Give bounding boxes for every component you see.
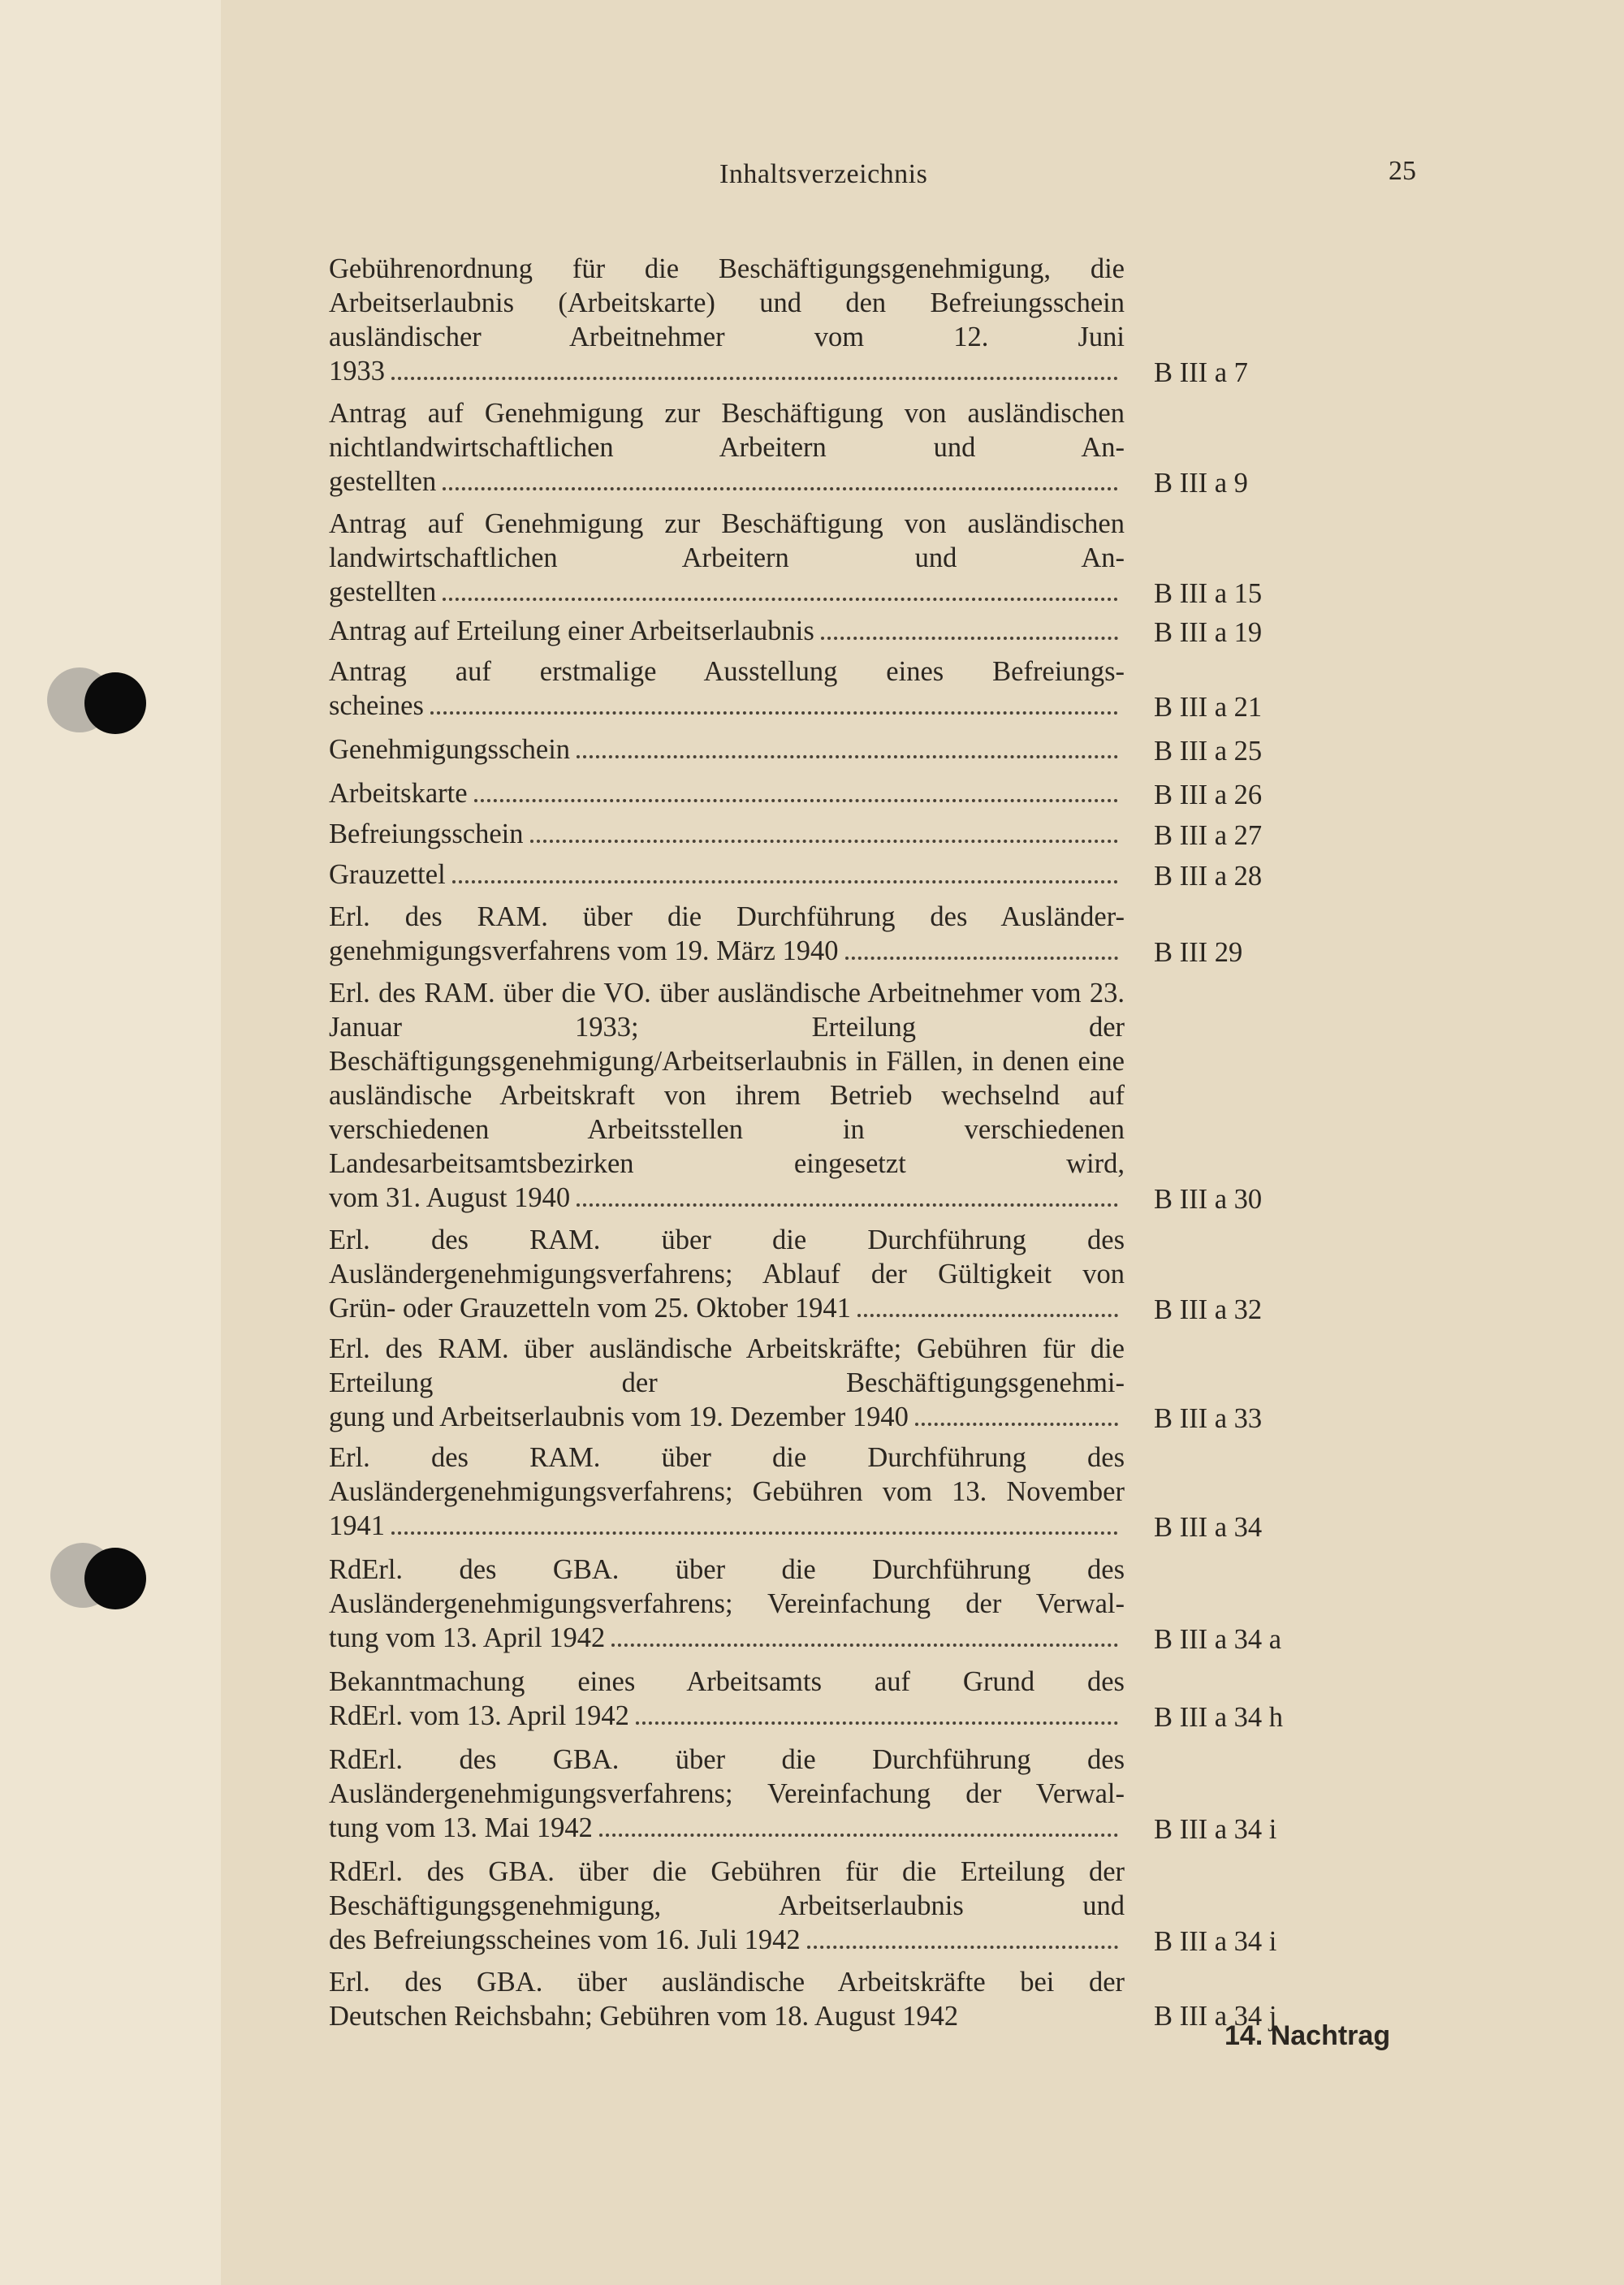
toc-entry xyxy=(329,776,1360,812)
toc-entry-last-line: RdErl. vom 13. April 1942 xyxy=(329,1700,629,1731)
toc-entry-reference: B III a 34 a xyxy=(1154,1624,1282,1655)
dot-leader xyxy=(821,637,1118,640)
toc-entry-reference: B III a 30 xyxy=(1154,1184,1263,1215)
table-of-contents xyxy=(329,247,1360,2033)
toc-entry-reference: B III a 34 j xyxy=(1154,2001,1277,2032)
toc-entry-title xyxy=(329,396,1125,500)
toc-entry xyxy=(329,817,1360,853)
toc-entry xyxy=(329,1665,1360,1734)
toc-entry-reference: B III a 27 xyxy=(1154,820,1263,851)
toc-entry-last-line: Grün- oder Grauzetteln vom 25. Oktober 1941 xyxy=(329,1293,851,1324)
toc-entry xyxy=(329,1223,1360,1327)
dot-leader xyxy=(474,799,1118,802)
toc-entry-text: Antrag auf Genehmigung zur Beschäftigung von ausländischen nichtlandwirtschaftlichen Arbeitern und An- xyxy=(329,398,1125,463)
toc-entry-last-line: gung und Arbeitserlaubnis vom 19. Dezember 1940 xyxy=(329,1402,909,1432)
toc-entry xyxy=(329,507,1360,611)
toc-entry-reference: B III a 32 xyxy=(1154,1294,1263,1325)
page-number: 25 xyxy=(1389,156,1416,186)
toc-entry xyxy=(329,732,1360,768)
dot-leader xyxy=(391,1531,1118,1535)
toc-entry-title xyxy=(329,857,1125,893)
toc-entry-reference: B III a 34 i xyxy=(1154,1814,1277,1845)
toc-entry-reference: B III a 28 xyxy=(1154,861,1263,892)
toc-entry-text: Bekanntmachung eines Arbeitsamts auf Grund des xyxy=(329,1666,1125,1697)
toc-entry xyxy=(329,1332,1360,1436)
dot-leader xyxy=(443,598,1118,601)
toc-entry-last-line: Deutschen Reichsbahn; Gebühren vom 18. August 1942 xyxy=(329,2001,959,2032)
toc-entry-text: Erl. des RAM. über ausländische Arbeitskräfte; Gebühren für die Erteilung der Beschäftigungsgenehmi- xyxy=(329,1333,1125,1398)
toc-entry-text: RdErl. des GBA. über die Durchführung des Ausländergenehmigungsverfahrens; Vereinfachung der Verwal- xyxy=(329,1744,1125,1809)
toc-entry-reference: B III a 19 xyxy=(1154,617,1263,648)
toc-entry-last-line: 1933 xyxy=(329,356,385,387)
dot-leader xyxy=(443,487,1118,490)
toc-entry-title xyxy=(329,507,1125,611)
dot-leader xyxy=(577,755,1118,758)
toc-entry-reference: B III a 25 xyxy=(1154,736,1263,767)
dot-leader xyxy=(599,1834,1118,1837)
toc-entry-last-line: Antrag auf Erteilung einer Arbeitserlaubnis xyxy=(329,616,814,646)
toc-entry-last-line: Genehmigungsschein xyxy=(329,734,571,765)
toc-entry-last-line: genehmigungsverfahrens vom 19. März 1940 xyxy=(329,935,839,966)
toc-entry-title xyxy=(329,976,1125,1216)
toc-entry xyxy=(329,654,1360,724)
toc-entry-reference: B III a 34 i xyxy=(1154,1926,1277,1957)
dot-leader xyxy=(915,1423,1118,1426)
toc-entry-last-line: des Befreiungsscheines vom 16. Juli 1942 xyxy=(329,1924,801,1955)
toc-entry-title xyxy=(329,776,1125,812)
toc-entry-text: Antrag auf Genehmigung zur Beschäftigung von ausländischen landwirtschaftlichen Arbeitern und An- xyxy=(329,508,1125,573)
running-title: Inhaltsverzeichnis xyxy=(719,159,928,189)
toc-entry xyxy=(329,252,1360,390)
toc-entry-title xyxy=(329,1223,1125,1327)
toc-entry xyxy=(329,1441,1360,1544)
toc-entry-last-line: 1941 xyxy=(329,1510,385,1541)
toc-entry-title xyxy=(329,654,1125,724)
toc-entry-text: Antrag auf erstmalige Ausstellung eines Befreiungs- xyxy=(329,656,1125,687)
dot-leader xyxy=(530,840,1118,843)
toc-entry-last-line: gestellten xyxy=(329,577,437,607)
dot-leader xyxy=(452,880,1118,883)
toc-entry-title xyxy=(329,1965,1125,2033)
toc-entry-reference: B III a 34 h xyxy=(1154,1702,1284,1733)
toc-entry-text: Erl. des RAM. über die Durchführung des Ausländergenehmigungsverfahrens; Gebühren vom 13. November xyxy=(329,1442,1125,1507)
toc-entry-reference: B III 29 xyxy=(1154,937,1243,968)
toc-entry xyxy=(329,396,1360,500)
toc-entry-text: Erl. des GBA. über ausländische Arbeitskräfte bei der xyxy=(329,1967,1125,1998)
toc-entry-last-line: vom 31. August 1940 xyxy=(329,1182,571,1213)
toc-entry-title xyxy=(329,1743,1125,1847)
toc-entry-text: Erl. des RAM. über die VO. über ausländische Arbeitnehmer vom 23. Januar 1933; Erteilung der Beschäftigungsgenehmigung/Arbeitserlaubnis in Fällen, in denen eine ausländische Arbeitskraft von ihrem Betrieb wechselnd auf verschiedenen Arbeitsstellen in verschiedenen Landesarbeitsamtsbezirken eingesetzt wird, xyxy=(329,978,1125,1179)
dot-leader xyxy=(636,1721,1118,1725)
toc-entry xyxy=(329,614,1360,650)
dot-leader xyxy=(430,711,1118,715)
toc-entry-title xyxy=(329,1332,1125,1436)
toc-entry-reference: B III a 15 xyxy=(1154,578,1263,609)
dot-leader xyxy=(577,1203,1118,1207)
toc-entry xyxy=(329,1855,1360,1959)
toc-entry-reference: B III a 9 xyxy=(1154,468,1248,499)
toc-entry-title xyxy=(329,1855,1125,1959)
toc-entry-title xyxy=(329,1665,1125,1734)
binding-margin xyxy=(0,0,221,2285)
toc-entry-title xyxy=(329,817,1125,853)
dot-leader xyxy=(391,377,1118,380)
toc-entry xyxy=(329,976,1360,1216)
toc-entry-text: Erl. des RAM. über die Durchführung des Ausländer- xyxy=(329,901,1125,932)
toc-entry-last-line: gestellten xyxy=(329,466,437,497)
toc-entry xyxy=(329,1965,1360,2033)
toc-entry-title xyxy=(329,614,1125,650)
toc-entry-last-line: Befreiungsschein xyxy=(329,819,524,849)
toc-entry-reference: B III a 7 xyxy=(1154,357,1248,388)
punch-hole xyxy=(84,1548,146,1609)
toc-entry-title xyxy=(329,732,1125,768)
toc-entry-title xyxy=(329,900,1125,970)
toc-entry-title xyxy=(329,1441,1125,1544)
toc-entry-reference: B III a 33 xyxy=(1154,1403,1263,1434)
toc-entry-reference: B III a 34 xyxy=(1154,1512,1263,1543)
toc-entry-title xyxy=(329,1553,1125,1657)
toc-entry-last-line: Arbeitskarte xyxy=(329,778,468,809)
toc-entry-text: RdErl. des GBA. über die Durchführung des Ausländergenehmigungsverfahrens; Vereinfachung der Verwal- xyxy=(329,1554,1125,1619)
toc-entry-last-line: tung vom 13. April 1942 xyxy=(329,1622,606,1653)
dot-leader xyxy=(807,1946,1118,1949)
toc-entry-text: Gebührenordnung für die Beschäftigungsgenehmigung, die Arbeitserlaubnis (Arbeitskarte) und den Befreiungsschein ausländischer Arbeitnehmer vom 12. Juni xyxy=(329,253,1125,352)
toc-entry-last-line: scheines xyxy=(329,690,424,721)
toc-entry-title xyxy=(329,252,1125,390)
toc-entry-reference: B III a 26 xyxy=(1154,780,1263,810)
toc-entry-reference: B III a 21 xyxy=(1154,692,1263,723)
dot-leader xyxy=(857,1314,1118,1317)
supplement-label: 14. Nachtrag xyxy=(1224,2020,1391,2051)
toc-entry-last-line: Grauzettel xyxy=(329,859,446,890)
toc-entry xyxy=(329,1553,1360,1657)
punch-hole xyxy=(84,672,146,734)
toc-entry-last-line: tung vom 13. Mai 1942 xyxy=(329,1812,593,1843)
toc-entry xyxy=(329,900,1360,970)
toc-entry xyxy=(329,857,1360,893)
dot-leader xyxy=(845,957,1118,960)
dot-leader xyxy=(611,1644,1118,1647)
toc-entry-text: RdErl. des GBA. über die Gebühren für die Erteilung der Beschäftigungsgenehmigung, Arbeitserlaubnis und xyxy=(329,1856,1125,1921)
toc-entry xyxy=(329,1743,1360,1847)
toc-entry-text: Erl. des RAM. über die Durchführung des Ausländergenehmigungsverfahrens; Ablauf der Gültigkeit von xyxy=(329,1225,1125,1289)
